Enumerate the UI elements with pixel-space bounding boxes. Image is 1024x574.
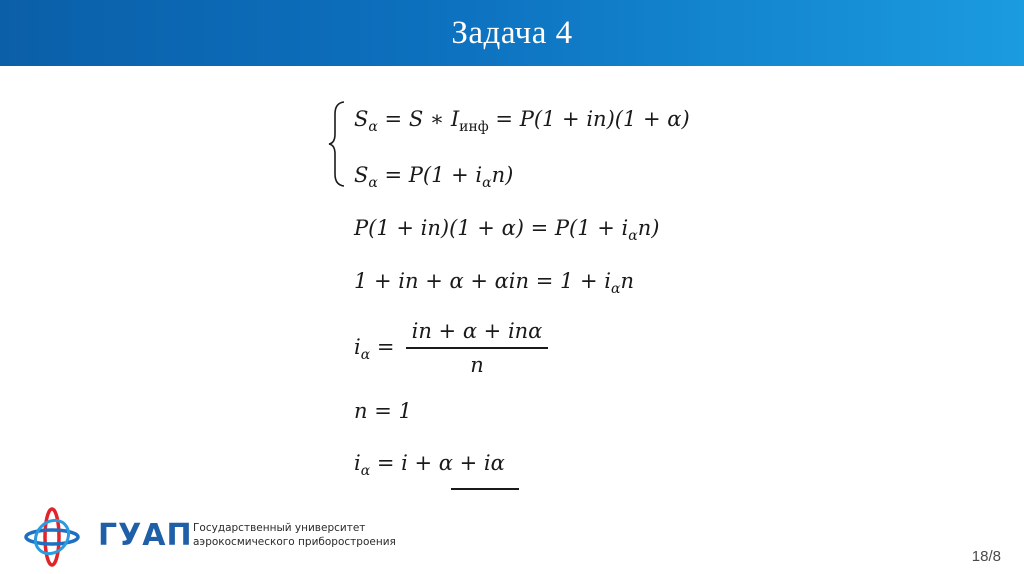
- slide-title: Задача 4: [451, 14, 573, 51]
- equation-5-lhs: $i_\alpha$ =: [354, 335, 395, 363]
- equation-4: 1 + in + $\alpha + \alpha in = 1 + i_\alpha n$: [354, 269, 635, 297]
- org-line-1: Государственный университет: [193, 522, 366, 534]
- brand-name: ГУАП: [98, 518, 193, 553]
- equation-7: $i_\alpha = i + \alpha + i\alpha$: [354, 451, 505, 479]
- system-equation-1: $S_\alpha = S$ ∗ $I_{инф} = P(1 + in)(1 + \alpha)$: [354, 107, 690, 135]
- equation-6: n = 1: [354, 399, 412, 423]
- fraction-bar: [406, 347, 548, 349]
- system-brace: [326, 100, 348, 188]
- organization-name: [193, 521, 396, 549]
- page-number: 18/8: [971, 548, 1001, 565]
- org-line-2: аэрокосмического приборостроения: [193, 536, 396, 548]
- fraction-denominator: n: [470, 353, 484, 377]
- fraction-numerator: in + α + inα: [411, 319, 543, 343]
- equation-3: $P(1 + in)(1 + \alpha) = P(1 + i_\alpha n)$: [354, 216, 660, 244]
- system-equation-2: $S_\alpha = P(1 + i_\alpha n)$: [354, 163, 514, 191]
- guap-logo-icon: [22, 505, 82, 569]
- answer-underline: [451, 488, 519, 490]
